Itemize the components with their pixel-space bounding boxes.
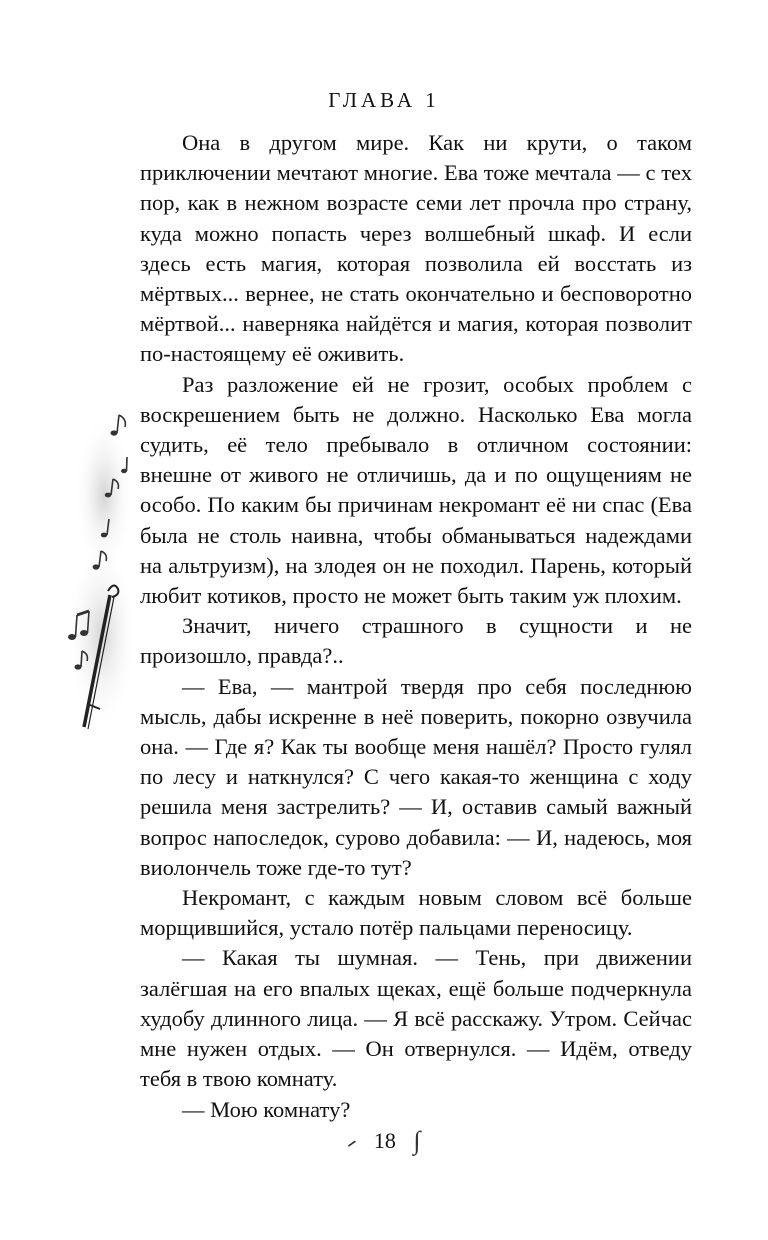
chapter-title: ГЛАВА 1 — [328, 88, 440, 112]
paragraph: Она в другом мире. Как ни крути, о таком приключении мечтают многие. Ева тоже мечтала — с тех пор, как в нежном возрасте семи лет прочла про страну, куда можно попасть через волшебный шкаф. И если здесь есть магия, которая позволила ей восстать из мёртвых... вернее, не стать окончательно и бесповоротно мёртвой... наверняка найдётся и магия, которая позволит по-настоящему её оживить. — [140, 130, 692, 367]
paragraph: Значит, ничего страшного в сущности и не произошло, правда?.. — [140, 613, 692, 669]
paragraph: — Какая ты шумная. — Тень, при движении залёгшая на его впалых щеках, ещё больше подчеркнула худобу длинного лица. — Я всё расскажу. Утром. Сейчас мне нужен отдых. — Он отвернулся. — Идём, отведу тебя в твою комнату. — [140, 945, 692, 1092]
paragraph: — Ева, — мантрой твердя про себя последнюю мысль, дабы искренне в неё поверить, покорно озвучила она. — Где я? Как ты вообще меня нашёл? Просто гулял по лесу и наткнулся? С чего какая-то женщина с ходу решила меня застрелить? — И, оставив самый важный вопрос напоследок, сурово добавила: — И, надеюсь, моя виолончель тоже где-то тут? — [140, 673, 692, 880]
paragraph: Некромант, с каждым новым словом всё больше морщившийся, устало потёр пальцами переносицу. — [140, 885, 692, 941]
paragraph: Раз разложение ей не грозит, особых проблем с воскрешением быть не должно. Насколько Ева могла судить, её тело пребывало в отличном состоянии: внешне от живого не отличишь, да и по ощущениям не особо. По каким бы причинам некромант её ни спас (Ева была не столь наивна, чтобы обманываться надеждами на альтруизм), на злодея он не походил. Парень, который любит котиков, просто не может быть таким уж плохим. — [140, 371, 692, 609]
page-number: 18 — [373, 1128, 396, 1153]
body-text — [140, 128, 692, 1125]
music-notes-violin-icon — [64, 405, 146, 735]
paragraph: — Мою комнату? — [182, 1096, 351, 1122]
right-flourish-icon: ∫ — [413, 1126, 421, 1155]
left-flourish-icon: ⹝ — [347, 1128, 357, 1157]
page-footer — [0, 1123, 768, 1159]
